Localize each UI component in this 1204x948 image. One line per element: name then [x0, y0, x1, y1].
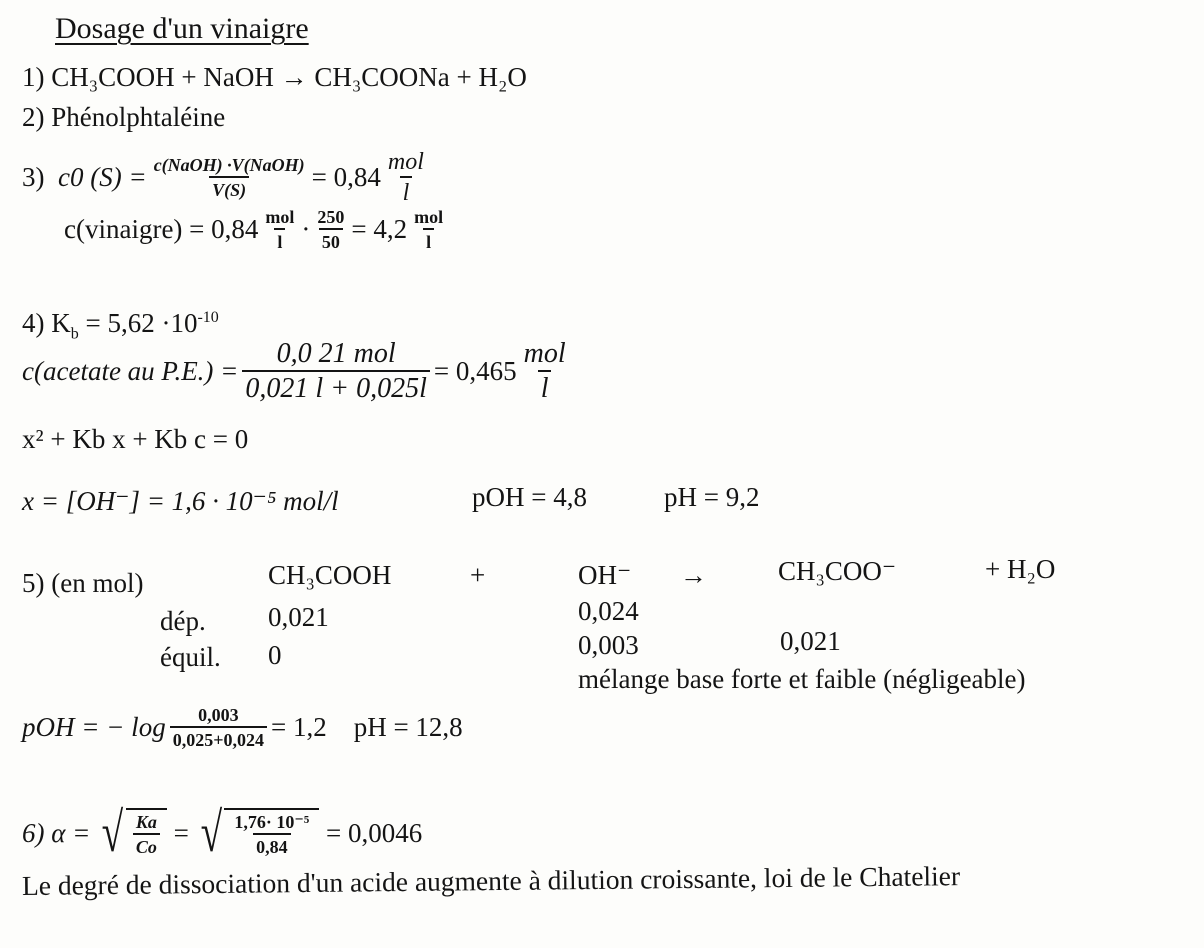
table-equil-hydroxide: 0,003 [578, 630, 639, 660]
sqrt-values: √ $\frac{\text{1,76· 10⁻⁵}}{0,84}$ [196, 808, 320, 858]
indicator-answer: 2) Phénolphtaléine [22, 102, 226, 132]
conclusion-text: Le degré de dissociation d'un acide augmente à dilution croissante, loi de le Chatelier [21, 860, 961, 901]
table-header-acetate: CH₃COO⁻ [778, 556, 897, 586]
table-dep-acid: 0,021 [268, 602, 329, 632]
kb-value: 4) $K_b = 5,62 \cdot 10^{-10}$ [22, 308, 219, 343]
table-header-water: + H₂O [985, 554, 1056, 584]
concentration-vinaigre-equation: c(vinaigre) = 0,84 $\frac{\text{mol}}{l}$ · $\frac{250}{50}$ = 4,2 $\frac{\text{mol}}{l}$ [64, 207, 444, 252]
page-title: Dosage d'un vinaigre [55, 12, 309, 45]
concentration-s-equation: 3) c0 (S) = $\frac{\text{c(NaOH) ·V(NaOH)}}{V(S)}$ = 0,84 $\frac{\text{mol}}{l}$ [22, 149, 424, 206]
poh-result-4: pOH = 4,8 [472, 482, 587, 512]
ph-result-4: pH = 9,2 [664, 482, 760, 512]
table-dep-hydroxide: 0,024 [578, 596, 639, 626]
quadratic-equation: x² + Kb x + Kb c = 0 [22, 424, 249, 454]
table-header-arrow: → [680, 560, 707, 590]
table-header-plus: + [470, 560, 486, 590]
table-header-hydroxide: OH⁻ [578, 560, 632, 590]
reaction-table-label: 5) (en mol) [22, 568, 144, 598]
acetate-concentration-equation: c(acetate au P.E.) = $\frac{\text{0,0 21 mol}}{0,021 l + 0,025l}$ = 0,465 $\frac{\text{mol}}{l}$ [22, 338, 566, 404]
hydroxide-concentration: x = [OH⁻] = 1,6 · 10⁻⁵ mol/l [22, 486, 339, 516]
table-row-label-dep: dép. [160, 606, 206, 636]
table-equil-acetate: 0,021 [780, 626, 841, 656]
table-header-acid: CH₃COOH [268, 560, 392, 590]
dissociation-degree-equation: 6) α = √ $\frac{Ka}{Co}$ = √ $\frac{\text{1,76· 10⁻⁵}}{0,84}$ = 0,0046 [22, 802, 423, 864]
sqrt-ka-over-co: √ $\frac{Ka}{Co}$ [97, 808, 167, 858]
mixture-note: mélange base forte et faible (négligeable) [578, 664, 1026, 694]
table-equil-acid: 0 [268, 640, 282, 670]
poh-calculation-5: pOH = − log $\frac{0,003}{0,025+0,024}$ = 1,2 pH = 12,8 [22, 705, 463, 750]
reaction-equation: 1) CH₃COOH + NaOH → CH₃COONa + H₂O [22, 62, 527, 92]
table-row-label-equil: équil. [160, 642, 221, 672]
